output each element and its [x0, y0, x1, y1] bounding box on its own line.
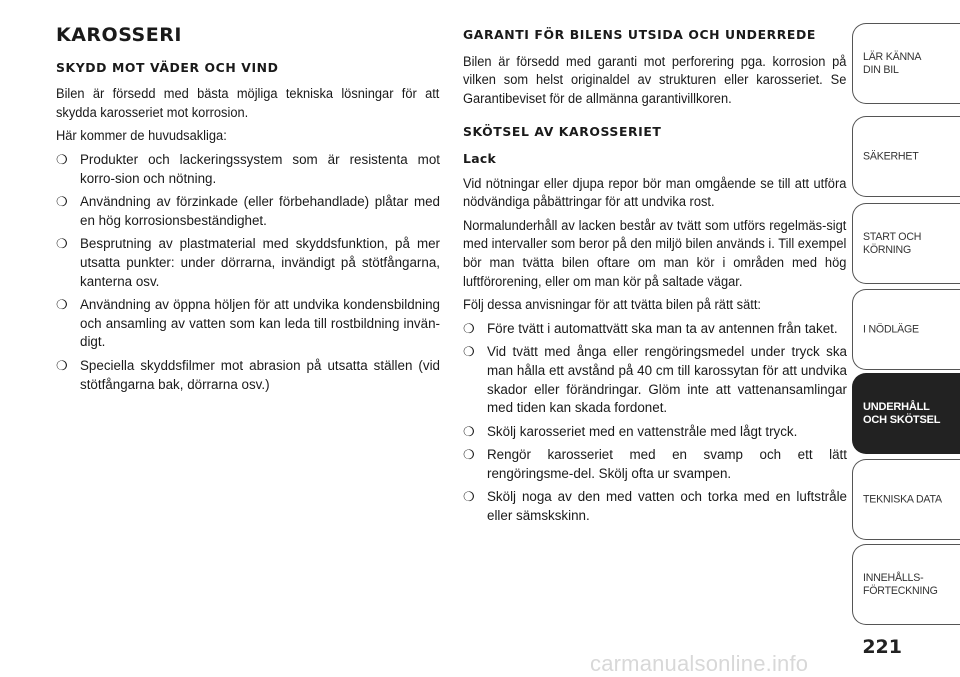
list-item: ❍ Vid tvätt med ånga eller rengöringsmedel under tryck ska man hålla ett avstånd på 40 cm till karossytan för att undvika skador eller förändringar. Glöm inte att vattenansamlingar med tiden kan skada fordonet. — [463, 344, 847, 416]
page-title: KAROSSERI — [56, 24, 182, 46]
list-item: ❍ Före tvätt i automattvätt ska man ta av antennen från taket. — [463, 320, 847, 339]
bullet-icon: ❍ — [56, 236, 68, 252]
bullet-icon: ❍ — [463, 320, 475, 336]
tab-underhall-och-skotsel[interactable] — [852, 373, 960, 454]
bullet-icon: ❍ — [463, 423, 475, 439]
wash-list — [463, 320, 847, 526]
tab-label: SÄKERHET — [863, 150, 919, 162]
list-item: ❍ Skölj noga av den med vatten och torka med en luftstråle eller sämskskinn. — [463, 489, 847, 524]
subheading-paint: Lack — [463, 150, 497, 166]
protection-list — [56, 151, 440, 394]
tab-label: INNEHÅLLS- FÖRTECKNING — [863, 571, 938, 597]
bullet-icon: ❍ — [56, 357, 68, 373]
bullet-icon: ❍ — [56, 194, 68, 210]
list-item: ❍ Speciella skyddsfilmer mot abrasion på utsatta ställen (vid stötfångarna bak, dörrarna osv.) — [56, 357, 440, 392]
section-heading-weather: SKYDD MOT VÄDER OCH VIND — [56, 59, 279, 75]
tab-tekniska-data[interactable] — [852, 459, 960, 540]
wash-lead-paragraph: Följ dessa anvisningar för att tvätta bilen på rätt sätt: — [463, 297, 761, 313]
page-number: 221 — [862, 636, 902, 658]
chapter-sidebar — [852, 0, 960, 677]
list-item: ❍ Besprutning av plastmaterial med skyddsfunktion, på mer utsatta punkter: under dörrarna, invändigt på stötfångarna, kanterna osv. — [56, 236, 440, 289]
tab-sakerhet[interactable] — [852, 116, 960, 197]
lead-paragraph: Här kommer de huvudsakliga: — [56, 128, 227, 144]
section-heading-care: SKÖTSEL AV KAROSSERIET — [463, 124, 662, 140]
tab-label: TEKNISKA DATA — [863, 493, 942, 505]
bullet-icon: ❍ — [56, 297, 68, 313]
paint-paragraph-1: Vid nötningar eller djupa repor bör man omgående se till att utföra nödvändiga påbättringar för att undvika rost. — [463, 175, 847, 210]
tab-label: START OCH KÖRNING — [863, 230, 922, 256]
bullet-icon: ❍ — [463, 447, 475, 463]
section-heading-guarantee: GARANTI FÖR BILENS UTSIDA OCH UNDERREDE — [463, 27, 816, 42]
watermark: carmanualsonline.info — [590, 651, 809, 676]
bullet-icon: ❍ — [56, 151, 68, 167]
list-item: ❍ Skölj karosseriet med en vattenstråle med lågt tryck. — [463, 423, 847, 442]
tab-label: LÄR KÄNNA DIN BIL — [863, 50, 922, 76]
tab-label: UNDERHÅLL OCH SKÖTSEL — [863, 400, 941, 426]
paint-paragraph-2: Normalunderhåll av lacken består av tvätt som utförs regelmäs-sigt med intervaller som beror på den miljö bilen används i. Till exempel bör man tvätta bilen oftare om man kör i områden med hög luftförorening, eller om man kör på saltade vägar. — [463, 217, 847, 289]
guarantee-paragraph: Bilen är försedd med garanti mot perforering pga. korrosion på vilken som helst originaldel av strukturen eller karosseriet. Se Garantibeviset för de allmänna garantivillkoren. — [463, 53, 847, 106]
list-item: ❍ Användning av förzinkade (eller förbehandlade) plåtar med en hög korrosionsbeständighet. — [56, 194, 440, 228]
left-column — [56, 26, 440, 399]
tab-start-och-korning[interactable] — [852, 203, 960, 284]
list-item: ❍ Produkter och lackeringssystem som är resistenta mot korro-sion och nötning. — [56, 151, 440, 186]
bullet-icon: ❍ — [463, 489, 475, 505]
tab-i-nodlage[interactable] — [852, 289, 960, 370]
bullet-icon: ❍ — [463, 344, 475, 360]
tab-innehallsforteckning[interactable] — [852, 544, 960, 625]
intro-paragraph: Bilen är försedd med bästa möjliga tekniska lösningar för att skydda karosseriet mot korrosion. — [56, 86, 440, 120]
list-item: ❍ Rengör karosseriet med en svamp och ett lätt rengöringsme-del. Skölj ofta ur svampen. — [463, 447, 847, 481]
tab-lar-kanna-din-bil[interactable] — [852, 23, 960, 104]
tab-label: I NÖDLÄGE — [863, 323, 919, 335]
right-column — [463, 26, 847, 531]
list-item: ❍ Användning av öppna höljen för att undvika kondensbildning och ansamling av vatten som kan leda till rostbildning invän-digt. — [56, 297, 440, 350]
